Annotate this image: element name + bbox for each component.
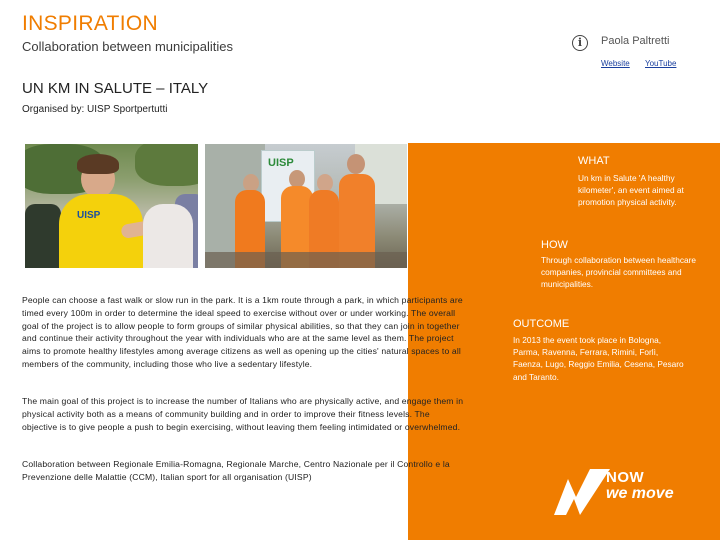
youtube-link[interactable]: YouTube [645, 59, 677, 68]
author-name: Paola Paltretti [601, 35, 670, 47]
page-title: INSPIRATION [22, 12, 158, 35]
uisp-banner: UISP [261, 150, 315, 222]
body-paragraph-3: Collaboration between Regionale Emilia-Romagna, Regionale Marche, Centro Nazionale per il Controllo e la Prevenzione delle Malattie (CCM), Italian sport for all organisation (UISP) [22, 459, 450, 482]
outcome-heading: OUTCOME [513, 318, 570, 330]
how-heading: HOW [541, 239, 568, 251]
photo-participants-yellow [25, 144, 198, 268]
what-heading: WHAT [578, 155, 610, 167]
uisp-shirt-print: UISP [77, 210, 101, 221]
project-heading: UN KM IN SALUTE – ITALY [22, 80, 209, 97]
logo-text-we-move: we move [606, 485, 674, 502]
info-icon[interactable]: i [572, 35, 588, 51]
now-we-move-logo-icon [552, 465, 612, 517]
website-link[interactable]: Website [601, 59, 630, 68]
photo-participants-orange [205, 144, 407, 268]
body-paragraph-2: The main goal of this project is to increase the number of Italians who are physically active, and engage them in physical activity both as a means of community building and in order to improve their fitness levels. The objective is to give people a push to begin exercising, without leaving them feeling intimidated or overwhelmed. [22, 396, 464, 432]
page-subtitle: Collaboration between municipalities [22, 39, 234, 54]
what-text: Un km in Salute 'A healthy kilometer', an event aimed at promotion physical activity. [578, 173, 684, 208]
outcome-text: In 2013 the event took place in Bologna, Parma, Ravenna, Ferrara, Rimini, Forlì, Faenza, Lugo, Reggio Emilia, Cesena, Pesaro and Taranto. [513, 335, 684, 382]
body-paragraph-1: People can choose a fast walk or slow run in the park. It is a 1km route through a park, in which participants are timed every 100m in order to determine the ideal speed to exercise without over or under working. The overall goal of the project is to allow people to form groups of similar physical abilities, so that they can join in together and continue their activity throughout the year with individuals who are at the same level as them. The project aims to promote healthy lifestyles among average citizens as well as opening up the cities' natural spaces to all members of the community, including those who live a sedentary lifestyle. [22, 295, 463, 369]
logo-text-now: NOW [606, 469, 645, 486]
how-text: Through collaboration between healthcare companies, provincial committees and municipalities. [541, 255, 696, 290]
organiser-text: Organised by: UISP Sportpertutti [22, 104, 168, 115]
